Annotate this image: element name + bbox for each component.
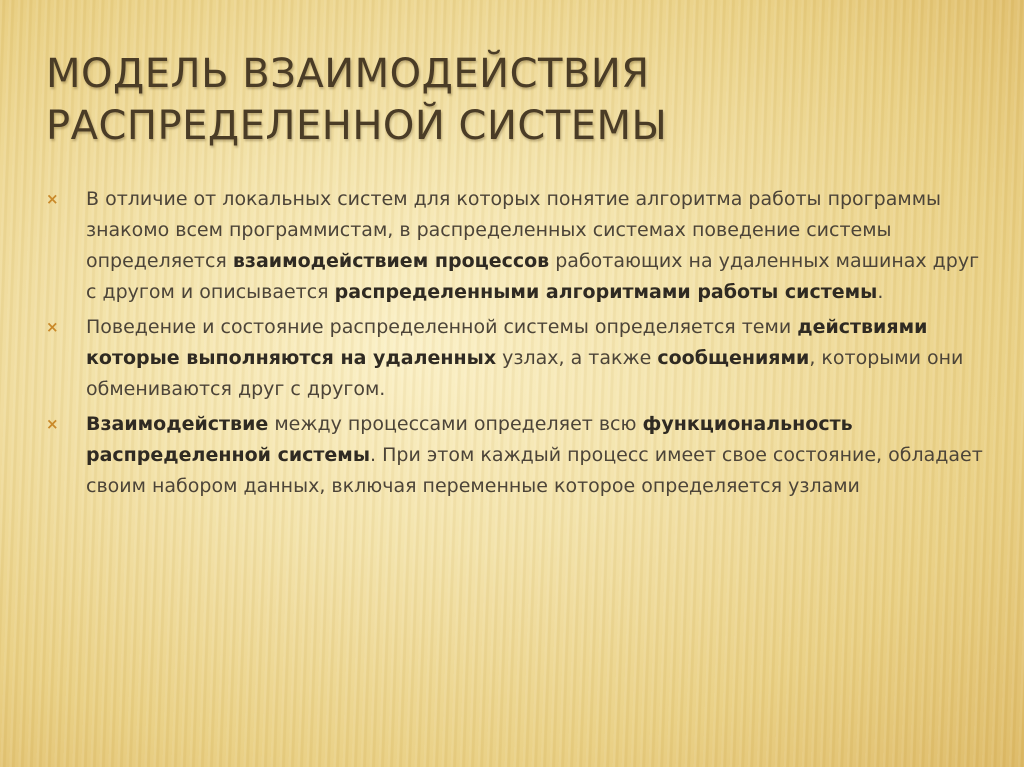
bullet-emphasis: функциональность распределенной системы [86, 413, 853, 466]
slide-title-line-2: РАСПРЕДЕЛЕННОЙ СИСТЕМЫ [46, 103, 668, 149]
bullet-text: , которыми они обмениваются друг с другом. [86, 347, 964, 400]
bullet-item-1 [46, 184, 986, 308]
bullet-text: между процессами определяет всю [268, 413, 643, 435]
bullet-marker-icon: × [46, 190, 59, 208]
bullet-emphasis: Взаимодействие [86, 413, 269, 435]
slide-title-line-1: МОДЕЛЬ ВЗАИМОДЕЙСТВИЯ [46, 51, 650, 97]
bullet-marker-icon: × [46, 415, 59, 433]
bullet-text: узлах, а также [496, 347, 658, 369]
bullet-text: Поведение и состояние распределенной системы определяется теми [86, 316, 798, 338]
slide-title [46, 48, 976, 152]
bullet-marker-icon: × [46, 318, 59, 336]
bullet-emphasis: действиями которые выполняются на удаленных [86, 316, 928, 369]
bullet-text: . [877, 281, 884, 303]
bullet-emphasis: распределенными алгоритмами работы системы [334, 281, 878, 303]
bullet-emphasis: сообщениями [657, 347, 810, 369]
bullet-text: . При этом каждый процесс имеет свое состояние, обладает своим набором данных, включая переменные которое определяется узлами [86, 444, 983, 497]
bullet-list [46, 184, 986, 506]
bullet-item-2 [46, 312, 986, 405]
bullet-text: работающих на удаленных машинах друг с другом и описывается [86, 250, 980, 303]
bullet-item-3 [46, 409, 986, 502]
bullet-text: В отличие от локальных систем для которых понятие алгоритма работы программы знакомо всем программистам, в распределенных системах поведение системы определяется [86, 188, 942, 272]
bullet-emphasis: взаимодействием процессов [232, 250, 550, 272]
